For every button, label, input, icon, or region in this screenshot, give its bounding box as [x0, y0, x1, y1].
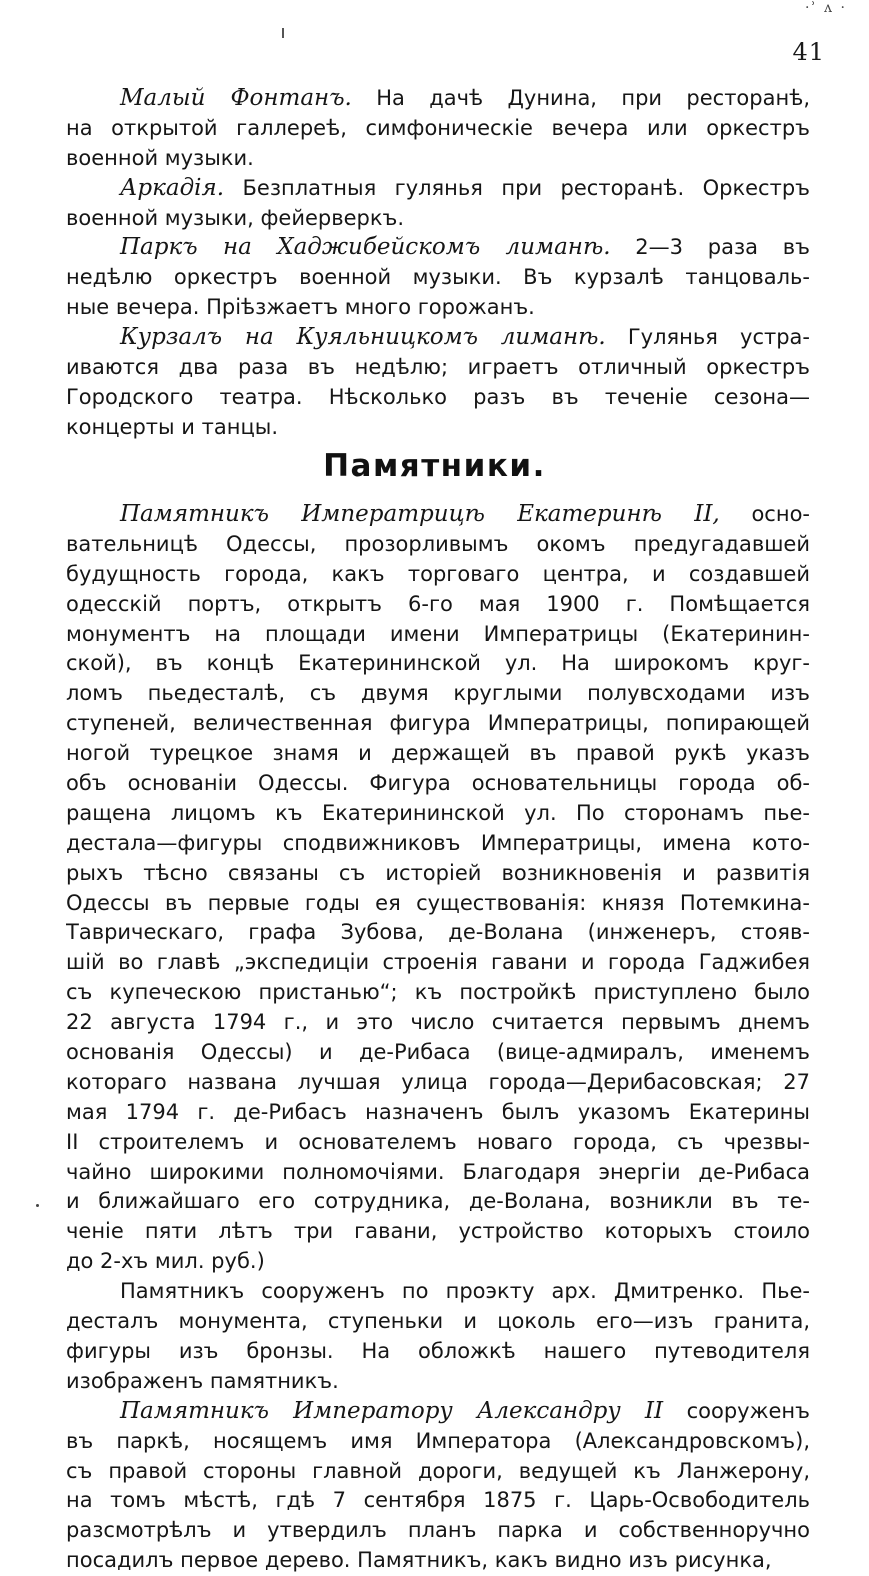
text-line — [66, 1546, 810, 1576]
line-text: ченiе пяти лѣтъ три гавани, устройство которыхъ стоило — [66, 1219, 810, 1244]
line-text: Городского театра. Нѣсколько разъ въ теченiе сезона— — [66, 384, 810, 409]
text-line — [66, 353, 810, 383]
line-text: десталъ монумента, ступеньки и цоколь его—изъ гранита, — [66, 1309, 810, 1334]
line-text: будущность города, какъ торговаго центра, и создавшей — [66, 561, 810, 586]
corner-mark: ·ʾ ʌ · — [804, 0, 847, 16]
line-text: военной музыки, фейерверкъ. — [66, 205, 405, 230]
text-line — [66, 174, 810, 204]
text-line — [66, 1397, 810, 1427]
line-text: военной музыки. — [66, 145, 254, 170]
text-line — [66, 323, 810, 353]
monuments-section — [66, 500, 810, 1576]
italic-lead: Памятникъ Императрицѣ Екатеринѣ II, — [120, 501, 720, 527]
line-text: иваются два раза въ недѣлю; играетъ отличный оркестръ — [66, 355, 810, 380]
text-line — [66, 739, 810, 769]
text-line — [66, 978, 810, 1008]
text-line — [66, 1247, 810, 1277]
text-line — [66, 679, 810, 709]
line-text: Одессы въ первые годы ея существованiя: князя Потемкина- — [66, 890, 810, 915]
line-text: дестала—фигуры сподвижниковъ Императрицы, имена кото- — [66, 830, 810, 855]
line-text: ные вечера. Прiѣзжаетъ много горожанъ. — [66, 295, 535, 320]
text-line — [66, 1427, 810, 1457]
text-line — [66, 1486, 810, 1516]
text-line — [66, 383, 810, 413]
line-text: недѣлю оркестръ военной музыки. Въ курзалѣ танцоваль- — [66, 265, 810, 290]
text-line — [66, 204, 810, 234]
text-line — [66, 84, 810, 114]
line-text: основанiя Одессы) и де-Рибаса (вице-адмиралъ, именемъ — [66, 1040, 810, 1065]
section-heading: Памятники. — [323, 448, 546, 484]
line-text: 22 августа 1794 г., и это число считается первымъ днемъ — [66, 1010, 810, 1035]
line-text: Таврическаго, графа Зубова, де-Волана (инженеръ, стояв- — [66, 920, 810, 945]
line-text: Гулянья устра- — [605, 325, 810, 350]
text-line — [66, 500, 810, 530]
italic-lead: Малый Фонтанъ. — [120, 85, 352, 111]
text-line — [66, 1217, 810, 1247]
text-line — [66, 144, 810, 174]
line-text: сооруженъ — [663, 1398, 810, 1423]
text-line — [66, 590, 810, 620]
text-line — [66, 649, 810, 679]
line-text: въ паркѣ, носящемъ имя Императора (Александровскомъ), — [66, 1428, 810, 1453]
text-line — [66, 1158, 810, 1188]
line-text: Безплатныя гулянья при ресторанѣ. Оркестръ — [224, 175, 810, 200]
text-line — [66, 1307, 810, 1337]
text-line — [66, 948, 810, 978]
text-line — [66, 829, 810, 859]
text-line — [66, 859, 810, 889]
text-line — [66, 530, 810, 560]
line-text: чайно широкими полномочiями. Благодаря энергiи де-Рибаса — [66, 1159, 810, 1184]
italic-lead: Паркъ на Хаджибейскомъ лиманѣ. — [120, 234, 611, 261]
line-text: съ правой стороны главной дороги, ведущей къ Ланжерону, — [66, 1458, 810, 1483]
line-text: объ основанiи Одессы. Фигура основательницы города об- — [66, 771, 810, 796]
line-text: на томъ мѣстѣ, гдѣ 7 сентября 1875 г. Царь-Освободитель — [66, 1488, 810, 1513]
text-line — [66, 413, 810, 443]
text-line — [66, 1128, 810, 1158]
text-line — [66, 1008, 810, 1038]
entertainment-section — [66, 84, 810, 443]
page-number: 41 — [792, 38, 825, 66]
line-text: II строителемъ и основателемъ новаго города, съ чрезвы- — [66, 1129, 810, 1154]
line-text: На дачѣ Дунина, при ресторанѣ, — [351, 86, 810, 110]
text-line — [66, 799, 810, 829]
text-line — [66, 1098, 810, 1128]
text-line — [66, 1367, 810, 1397]
text-line — [66, 293, 810, 323]
line-text: до 2-хъ мил. руб.) — [66, 1249, 265, 1274]
text-line — [66, 1277, 810, 1307]
line-text: разсмотрѣлъ и утвердилъ планъ парка и собственноручно — [66, 1518, 810, 1543]
line-text: посадилъ первое дерево. Памятникъ, какъ видно изъ рисунка, — [66, 1548, 772, 1573]
italic-lead: Памятникъ Императору Александру II — [120, 1397, 664, 1424]
text-line — [66, 1457, 810, 1487]
italic-lead: Аркадiя. — [120, 174, 225, 201]
line-text: ногой турецкое знамя и держащей въ правой рукѣ указъ — [66, 741, 810, 766]
text-line — [66, 620, 810, 650]
text-line — [66, 1516, 810, 1546]
line-text: ращена лицомъ къ Екатерининской ул. По сторонамъ пье- — [66, 800, 810, 825]
line-text: на открытой галлереѣ, симфоническiе вечера или оркестръ — [66, 115, 810, 140]
line-text: рыхъ тѣсно связаны съ исторiей возникновенiя и развитiя — [66, 860, 810, 885]
line-text: изображенъ памятникъ. — [66, 1368, 339, 1393]
line-text: и ближайшаго его сотрудника, де-Волана, возникли въ те- — [66, 1189, 810, 1214]
line-text: вательницѣ Одессы, прозорливымъ окомъ предугадавшей — [66, 531, 810, 556]
line-text: мая 1794 г. де-Рибасъ назначенъ былъ указомъ Екатерины — [66, 1099, 810, 1124]
text-line — [66, 114, 810, 144]
text-line — [66, 1068, 810, 1098]
line-text: одесскiй портъ, открытъ 6-го мая 1900 г. Помѣщается — [66, 591, 810, 616]
text-line — [66, 263, 810, 293]
print-speck — [36, 1204, 39, 1207]
line-text: фигуры изъ бронзы. На обложкѣ нашего путеводителя — [66, 1338, 810, 1363]
text-line — [66, 233, 810, 263]
line-text: монументъ на площади имени Императрицы (Екатеринин- — [66, 621, 810, 646]
italic-lead: Курзалъ на Куяльницкомъ лиманѣ. — [120, 324, 606, 351]
line-text: Памятникъ сооруженъ по проэкту арх. Дмитренко. Пье- — [120, 1279, 810, 1304]
text-line — [66, 709, 810, 739]
line-text: осно- — [719, 502, 810, 526]
line-text: концерты и танцы. — [66, 414, 278, 439]
line-text: шiй во главѣ „экспедицiи строенiя гавани и города Гаджибея — [66, 950, 810, 975]
text-line — [66, 1337, 810, 1367]
line-text: ломъ пьедесталѣ, съ двумя круглыми полувсходами изъ — [66, 681, 810, 706]
line-text: 2—3 раза въ — [610, 235, 810, 260]
print-tick-mark — [282, 28, 284, 38]
line-text: ской), въ концѣ Екатерининской ул. На широкомъ круг- — [66, 651, 810, 676]
line-text: съ купеческою пристанью“; къ постройкѣ приступлено было — [66, 980, 810, 1005]
text-line — [66, 560, 810, 590]
text-line — [66, 918, 810, 948]
text-line — [66, 1187, 810, 1217]
text-line — [66, 889, 810, 919]
text-line — [66, 1038, 810, 1068]
line-text: котораго названа лучшая улица города—Дерибасовская; 27 — [66, 1069, 810, 1094]
line-text: ступеней, величественная фигура Императрицы, попирающей — [66, 711, 810, 736]
text-line — [66, 769, 810, 799]
